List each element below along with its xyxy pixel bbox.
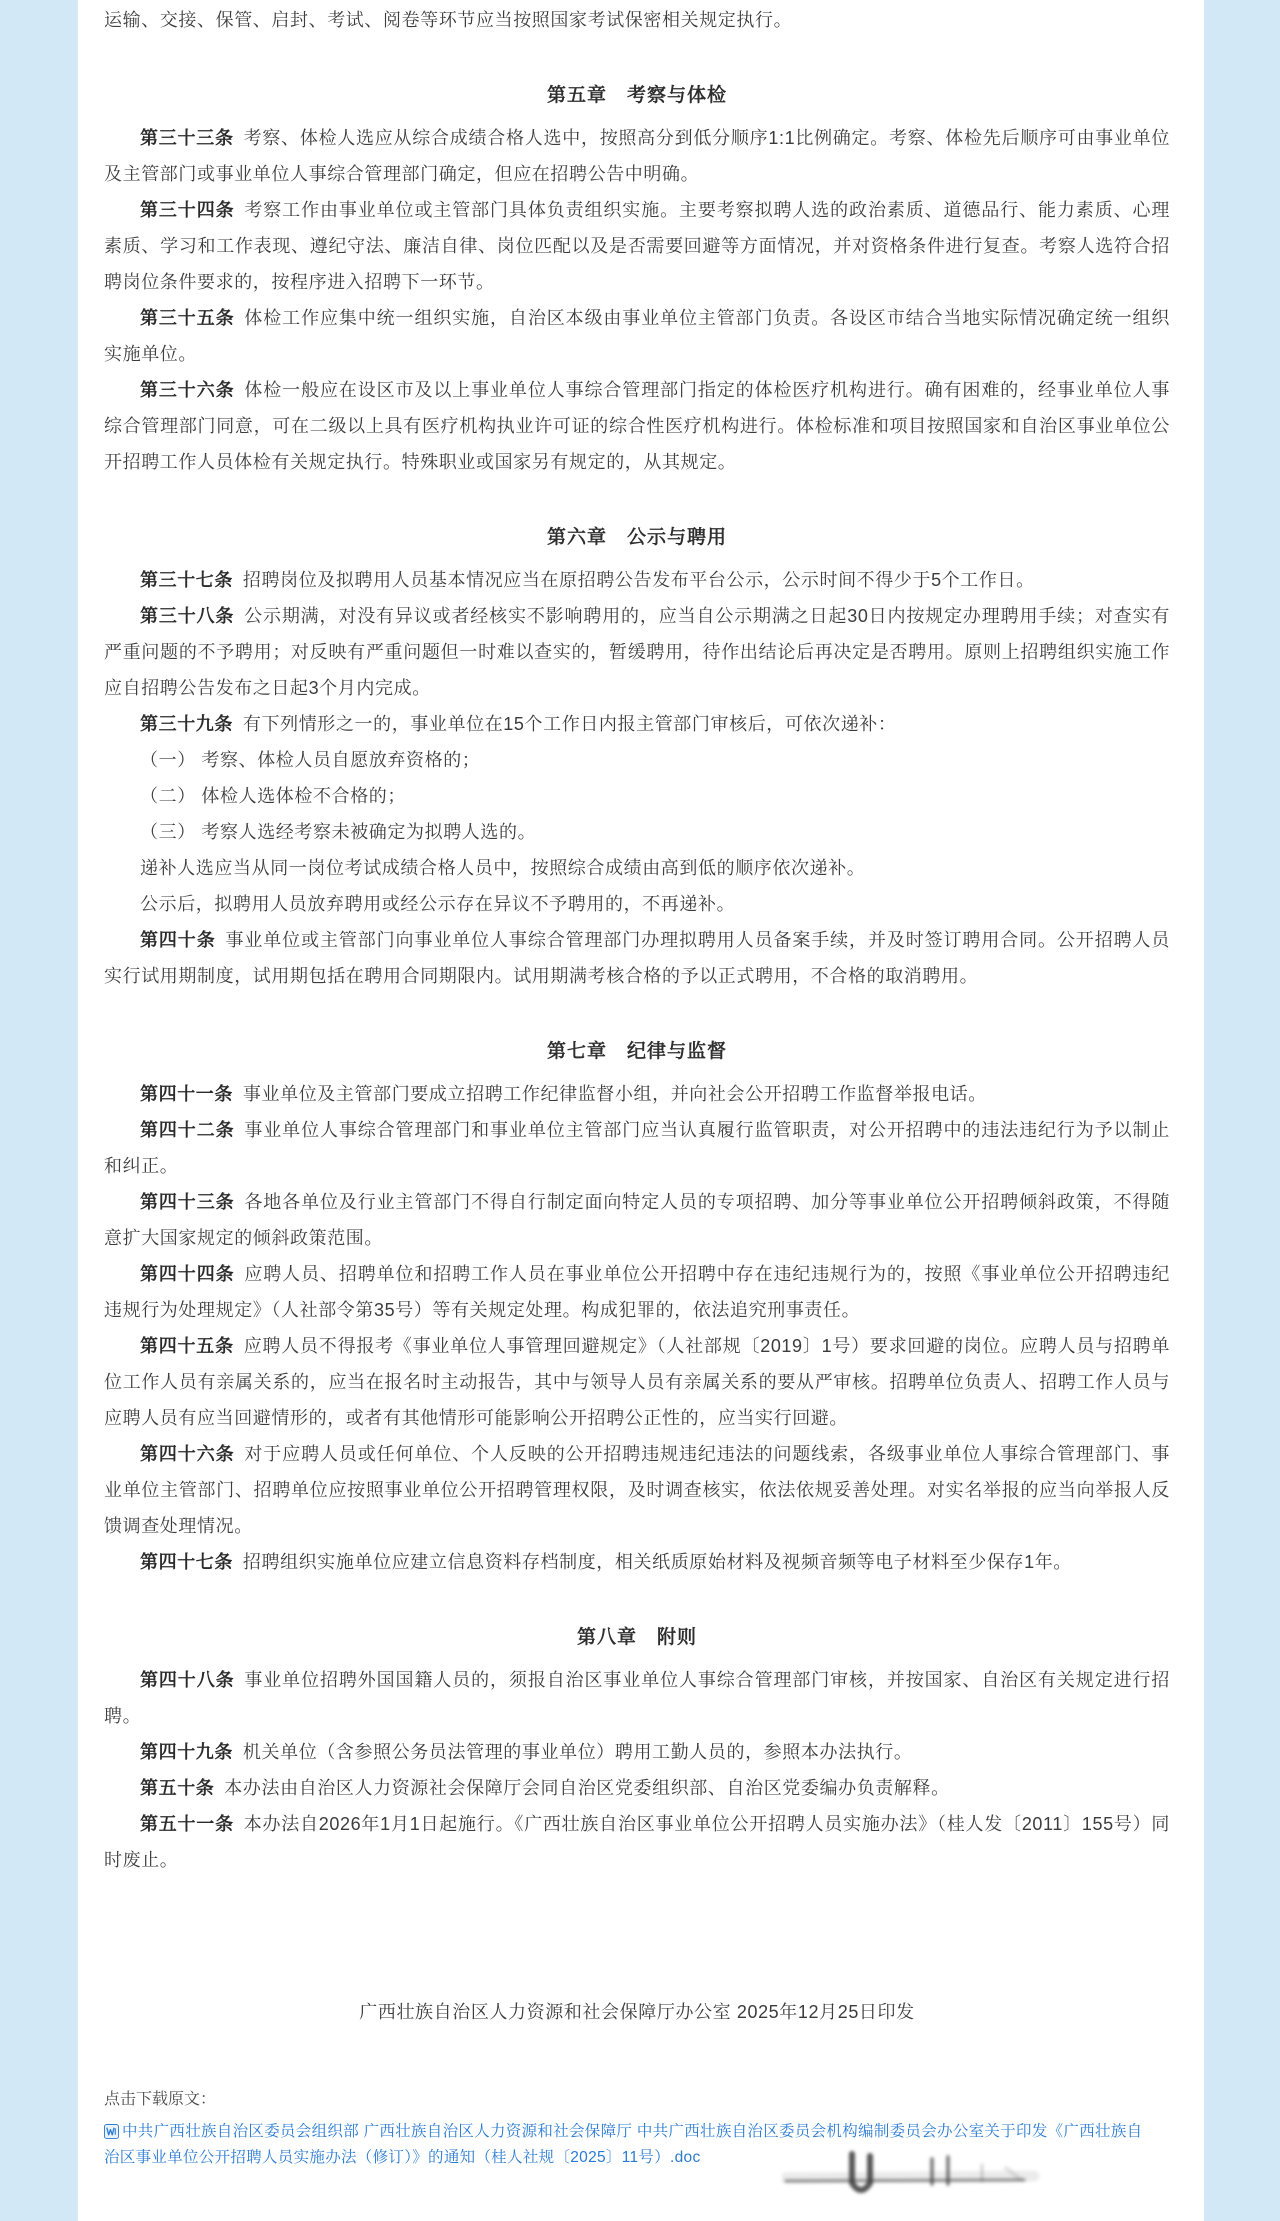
article-label: 第四十六条 <box>140 1444 235 1464</box>
article-label: 第五十条 <box>140 1778 215 1798</box>
issuer-line: 广西壮族自治区人力资源和社会保障厅办公室 2025年12月25日印发 <box>359 2002 915 2022</box>
article-paragraph <box>104 1436 1170 1544</box>
article-text: 本办法自2026年1月1日起施行。《广西壮族自治区事业单位公开招聘人员实施办法》（桂人发〔2011〕155号）同时废止。 <box>104 1814 1170 1870</box>
article-label: 第三十五条 <box>140 308 235 328</box>
word-doc-icon <box>104 2123 119 2146</box>
article-paragraph <box>104 300 1170 372</box>
download-link-text: 中共广西壮族自治区委员会组织部 广西壮族自治区人力资源和社会保障厅 中共广西壮族自治区委员会机构编制委员会办公室关于印发《广西壮族自治区事业单位公开招聘人员实施办法（修订）》的通知（桂人社规〔2025〕11号）.doc <box>104 2123 1143 2166</box>
article-text: 递补人选应当从同一岗位考试成绩合格人员中，按照综合成绩由高到低的顺序依次递补。 <box>140 858 866 878</box>
article-text: 招聘组织实施单位应建立信息资料存档制度，相关纸质原始材料及视频音频等电子材料至少保存1年。 <box>242 1552 1072 1572</box>
intro-continuation-text: 运输、交接、保管、启封、考试、阅卷等环节应当按照国家考试保密相关规定执行。 <box>104 10 793 30</box>
article-paragraph <box>104 1662 1170 1734</box>
article-paragraph <box>104 1076 1170 1112</box>
article-label: 第四十九条 <box>140 1742 233 1762</box>
article-text: 公示后，拟聘用人员放弃聘用或经公示存在异议不予聘用的，不再递补。 <box>140 894 736 914</box>
article-paragraph <box>104 1112 1170 1184</box>
article-label: 第四十三条 <box>140 1192 235 1212</box>
article-paragraph <box>104 814 1170 850</box>
article-label: 第四十二条 <box>140 1120 235 1140</box>
article-paragraph <box>104 706 1170 742</box>
article-text: 体检一般应在设区市及以上事业单位人事综合管理部门指定的体检医疗机构进行。确有困难的，经事业单位人事综合管理部门同意，可在二级以上具有医疗机构执业许可证的综合性医疗机构进行。体检标准和项目按照国家和自治区事业单位公开招聘工作人员体检有关规定执行。特殊职业或国家另有规定的，从其规定。 <box>104 380 1170 472</box>
article-label: 第三十四条 <box>140 200 235 220</box>
article-text: 招聘岗位及拟聘用人员基本情况应当在原招聘公告发布平台公示，公示时间不得少于5个工作日。 <box>242 570 1035 590</box>
article-label: 第三十三条 <box>140 128 234 148</box>
article-paragraph <box>104 1328 1170 1436</box>
article-text: 本办法由自治区人力资源社会保障厅会同自治区党委组织部、自治区党委编办负责解释。 <box>224 1778 950 1798</box>
article-paragraph <box>104 1806 1170 1878</box>
article-label: 第三十八条 <box>140 606 235 626</box>
chapter-title: 第七章 纪律与监督 <box>546 1041 727 1062</box>
article-paragraph <box>104 1256 1170 1328</box>
chapter <box>104 1620 1170 1878</box>
article-text: 各地各单位及行业主管部门不得自行制定面向特定人员的专项招聘、加分等事业单位公开招聘倾斜政策，不得随意扩大国家规定的倾斜政策范围。 <box>104 1192 1170 1248</box>
chapters <box>104 78 1170 1878</box>
article-paragraph <box>104 922 1170 994</box>
article-text: 对于应聘人员或任何单位、个人反映的公开招聘违规违纪违法的问题线索，各级事业单位人事综合管理部门、事业单位主管部门、招聘单位应按照事业单位公开招聘管理权限，及时调查核实，依法依规妥善处理。对实名举报的应当向举报人反馈调查处理情况。 <box>104 1444 1170 1536</box>
article-label: 第四十八条 <box>140 1670 235 1690</box>
article-paragraph <box>104 850 1170 886</box>
article-label: 第四十四条 <box>140 1264 235 1284</box>
chapter <box>104 1034 1170 1580</box>
article-label: 第三十七条 <box>140 570 233 590</box>
article-label: 第三十六条 <box>140 380 235 400</box>
chapter-title: 第八章 附则 <box>576 1627 697 1648</box>
article-text: 体检工作应集中统一组织实施，自治区本级由事业单位主管部门负责。各设区市结合当地实际情况确定统一组织实施单位。 <box>104 308 1170 364</box>
article-paragraph <box>104 192 1170 300</box>
download-label: 点击下载原文： <box>104 2091 217 2108</box>
article-text: 事业单位及主管部门要成立招聘工作纪律监督小组，并向社会公开招聘工作监督举报电话。 <box>242 1084 987 1104</box>
article-text: 事业单位或主管部门向事业单位人事综合管理部门办理拟聘用人员备案手续，并及时签订聘用合同。公开招聘人员实行试用期制度，试用期包括在聘用合同期限内。试用期满考核合格的予以正式聘用，不合格的取消聘用。 <box>104 930 1170 986</box>
article-paragraph <box>104 598 1170 706</box>
document-card <box>78 0 1204 2221</box>
download-doc-link[interactable] <box>104 2120 1149 2169</box>
article-text: （一） 考察、体检人员自愿放弃资格的； <box>140 750 481 770</box>
article-paragraph <box>104 742 1170 778</box>
article-label: 第三十九条 <box>140 714 233 734</box>
article-text: 机关单位（含参照公务员法管理的事业单位）聘用工勤人员的，参照本办法执行。 <box>242 1742 913 1762</box>
article-paragraph <box>104 1770 1170 1806</box>
article-label: 第四十五条 <box>140 1336 234 1356</box>
article-paragraph <box>104 120 1170 192</box>
article-text: 有下列情形之一的，事业单位在15个工作日内报主管部门审核后，可依次递补： <box>242 714 897 734</box>
article-text: 公示期满，对没有异议或者经核实不影响聘用的，应当自公示期满之日起30日内按规定办理聘用手续；对查实有严重问题的不予聘用；对反映有严重问题但一时难以查实的，暂缓聘用，待作出结论后再决定是否聘用。原则上招聘组织实施工作应自招聘公告发布之日起3个月内完成。 <box>104 606 1170 698</box>
article-text: （三） 考察人选经考察未被确定为拟聘人选的。 <box>140 822 537 842</box>
article-label: 第四十七条 <box>140 1552 233 1572</box>
chapter <box>104 520 1170 994</box>
article-paragraph <box>104 1544 1170 1580</box>
article-paragraph <box>104 372 1170 480</box>
article-text: 事业单位招聘外国国籍人员的，须报自治区事业单位人事综合管理部门审核，并按国家、自治区有关规定进行招聘。 <box>104 1670 1170 1726</box>
article-label: 第四十条 <box>140 930 216 950</box>
article-label: 第四十一条 <box>140 1084 233 1104</box>
article-paragraph <box>104 1734 1170 1770</box>
chapter-title: 第六章 公示与聘用 <box>546 527 727 548</box>
article-text: 应聘人员不得报考《事业单位人事管理回避规定》（人社部规〔2019〕1号）要求回避的岗位。应聘人员与招聘单位工作人员有亲属关系的，应当在报名时主动报告，其中与领导人员有亲属关系的要从严审核。招聘单位负责人、招聘工作人员与应聘人员有应当回避情形的，或者有其他情形可能影响公开招聘公正性的，应当实行回避。 <box>104 1336 1171 1428</box>
article-text: 事业单位人事综合管理部门和事业单位主管部门应当认真履行监管职责，对公开招聘中的违法违纪行为予以制止和纠正。 <box>104 1120 1170 1176</box>
chapter <box>104 78 1170 480</box>
article-label: 第五十一条 <box>140 1814 234 1834</box>
article-paragraph <box>104 562 1170 598</box>
article-text: 考察、体检人选应从综合成绩合格人选中，按照高分到低分顺序1:1比例确定。考察、体检先后顺序可由事业单位及主管部门或事业单位人事综合管理部门确定，但应在招聘公告中明确。 <box>104 128 1171 184</box>
article-paragraph <box>104 1184 1170 1256</box>
article-text: 应聘人员、招聘单位和招聘工作人员在事业单位公开招聘中存在违纪违规行为的，按照《事业单位公开招聘违纪违规行为处理规定》（人社部令第35号）等有关规定处理。构成犯罪的，依法追究刑事责任。 <box>104 1264 1170 1320</box>
article-paragraph <box>104 886 1170 922</box>
article-paragraph <box>104 778 1170 814</box>
chapter-title: 第五章 考察与体检 <box>546 85 727 106</box>
article-text: 考察工作由事业单位或主管部门具体负责组织实施。主要考察拟聘人选的政治素质、道德品行、能力素质、心理素质、学习和工作表现、遵纪守法、廉洁自律、岗位匹配以及是否需要回避等方面情况，并对资格条件进行复查。考察人选符合招聘岗位条件要求的，按程序进入招聘下一环节。 <box>104 200 1170 292</box>
article-text: （二） 体检人选体检不合格的； <box>140 786 406 806</box>
